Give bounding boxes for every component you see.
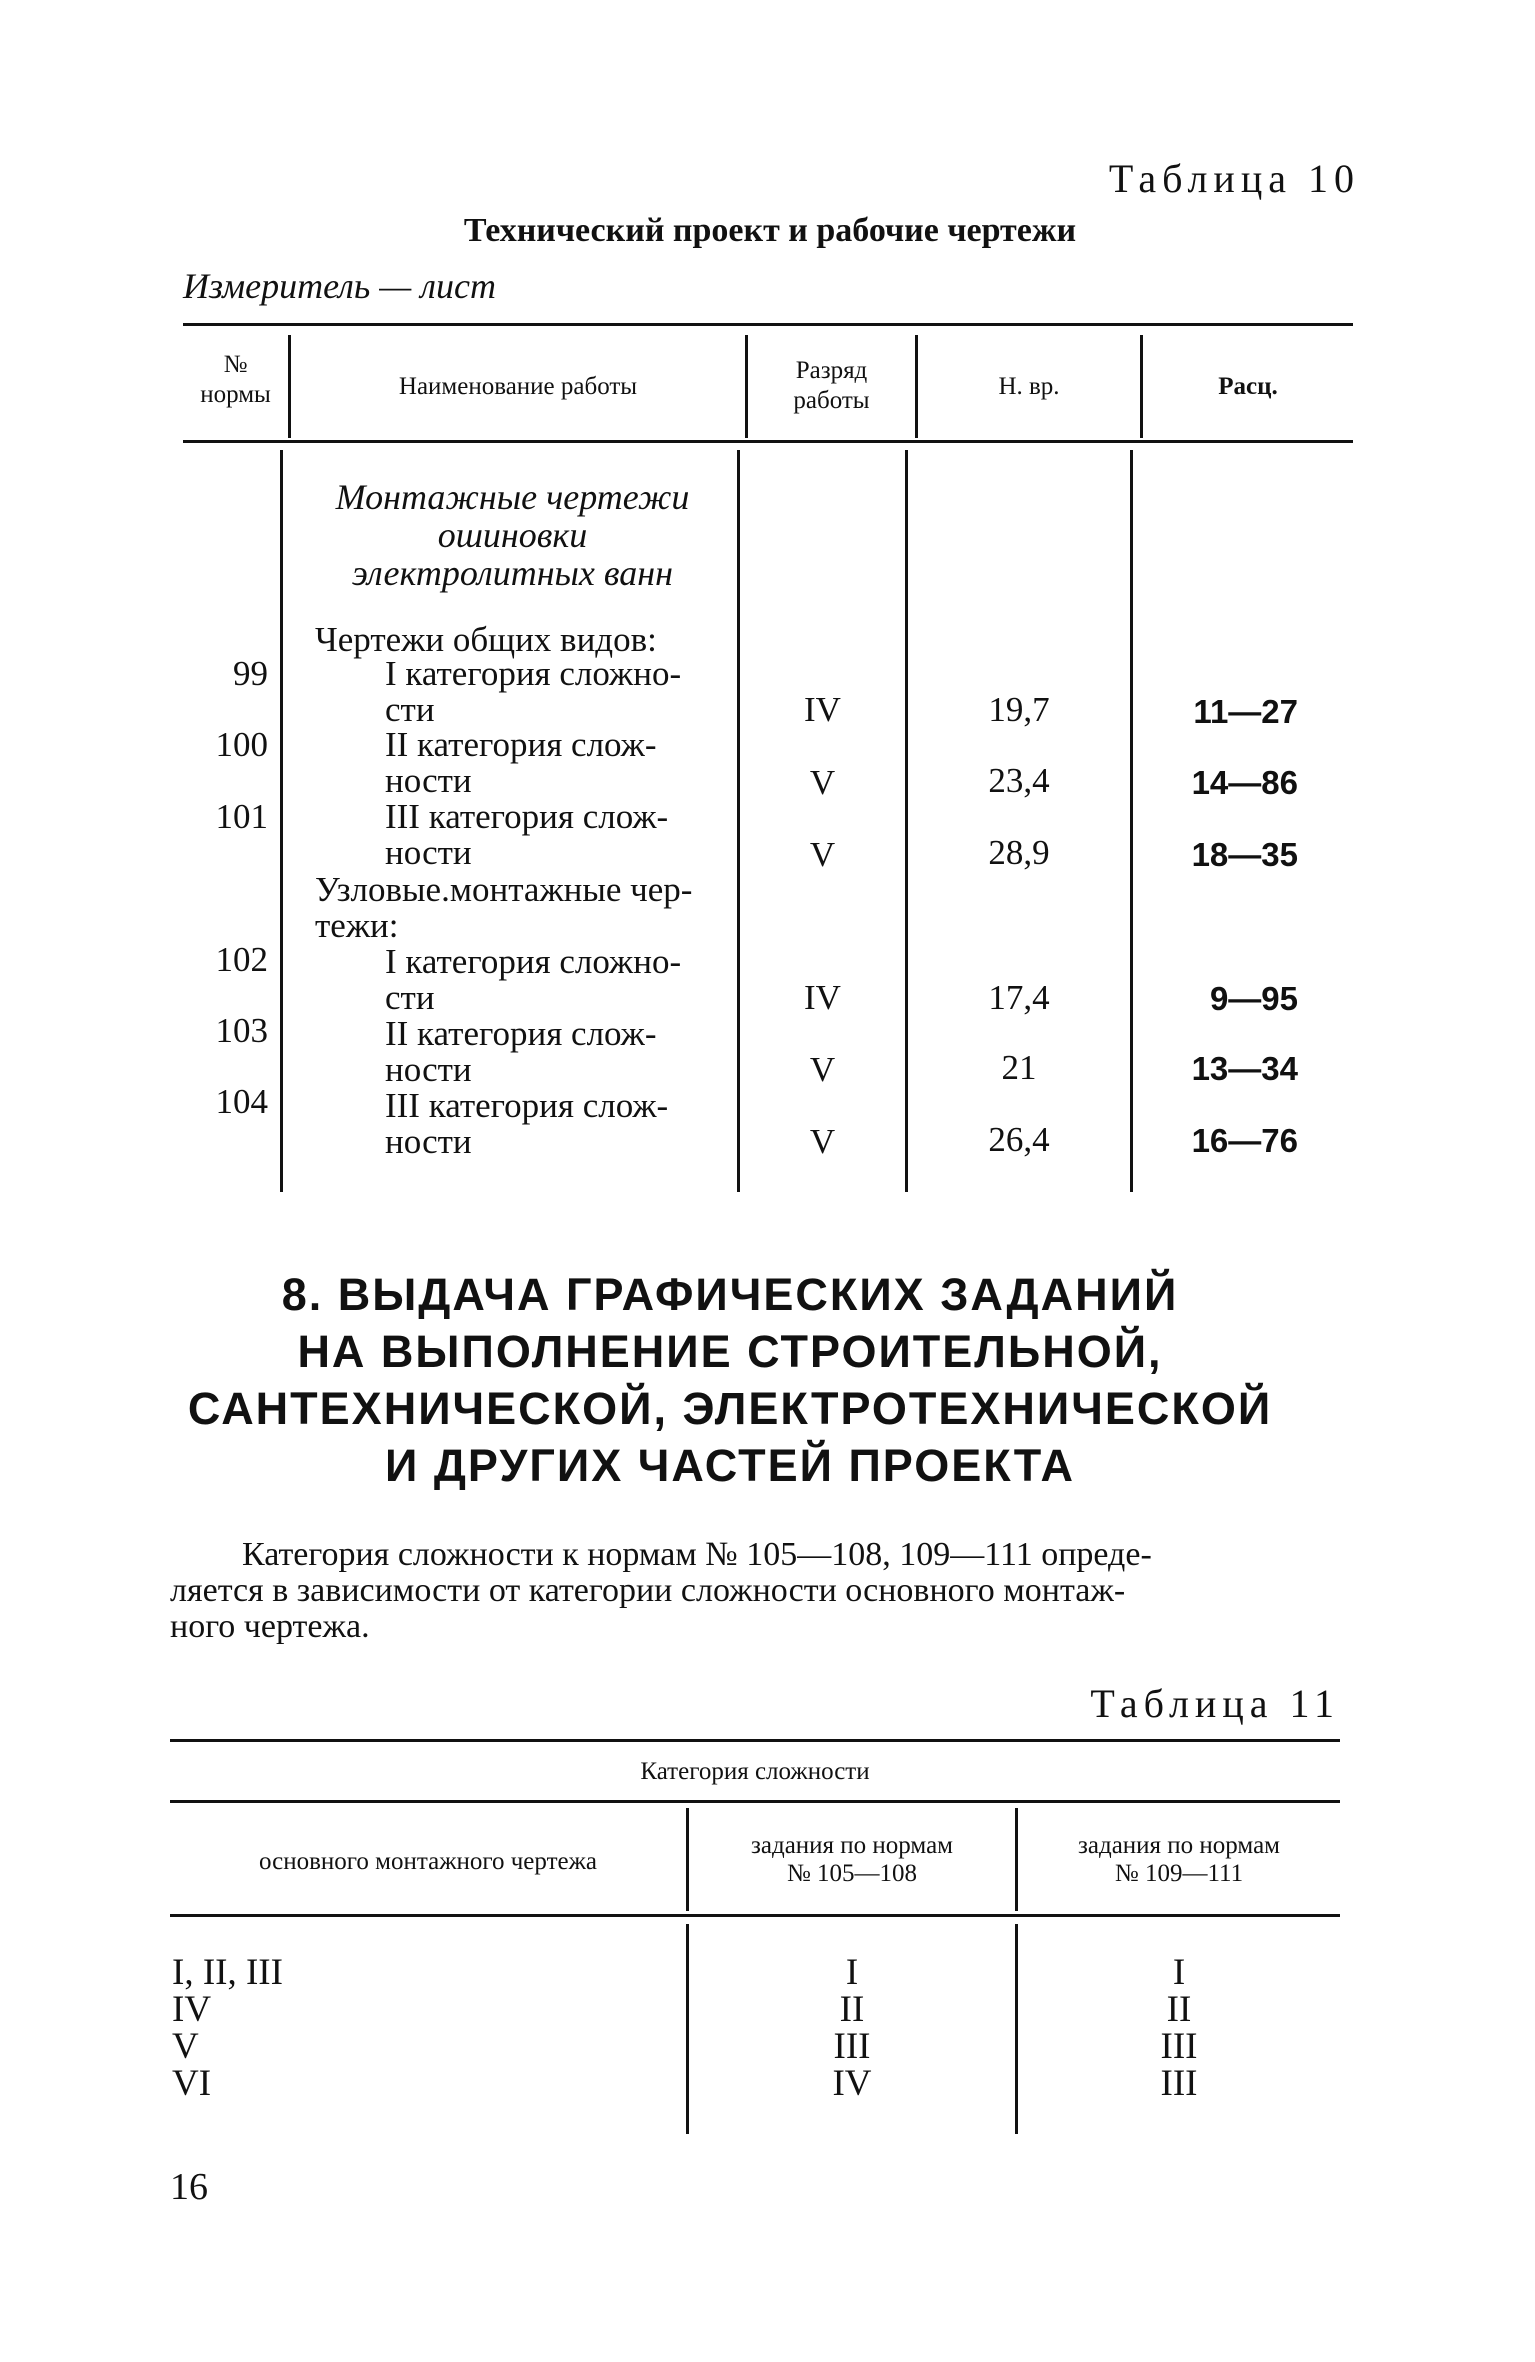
table11-group-header: Категория сложности bbox=[640, 1758, 870, 1785]
table10-unit: Измеритель — лист bbox=[183, 266, 496, 306]
row-a: II bbox=[839, 1989, 865, 2030]
table10-group-title: Чертежи общих видов: bbox=[315, 620, 657, 659]
row-time: 21 bbox=[1001, 1048, 1037, 1087]
row-base: V bbox=[172, 2026, 199, 2067]
table10-header-name: Наименование работы bbox=[398, 373, 638, 400]
table11-header-a: задания по нормам № 105—108 bbox=[751, 1832, 953, 1887]
table10-header-num: № нормы bbox=[200, 351, 271, 408]
table10-header-price: Расц. bbox=[1218, 373, 1278, 400]
row-b: I bbox=[1172, 1952, 1186, 1993]
row-name-line: III категория слож- bbox=[385, 1086, 669, 1125]
row-name-line: ности bbox=[385, 1050, 472, 1089]
table11-mid-rule bbox=[170, 1800, 1340, 1803]
row-grade: IV bbox=[804, 690, 841, 729]
table11-caption: Таблица 11 bbox=[1090, 1681, 1340, 1726]
table10-top-rule bbox=[183, 323, 1353, 326]
row-name-line: I категория сложно- bbox=[385, 942, 682, 981]
table10-title: Технический проект и рабочие чертежи bbox=[463, 212, 1077, 249]
row-name-line: ности bbox=[385, 761, 472, 800]
table11-header-base: основного монтажного чертежа bbox=[259, 1848, 597, 1875]
row-a: I bbox=[845, 1952, 859, 1993]
table10-group-title: тежи: bbox=[315, 906, 399, 945]
row-time: 23,4 bbox=[988, 761, 1050, 800]
row-time: 19,7 bbox=[988, 690, 1050, 729]
row-a: IV bbox=[832, 2063, 872, 2104]
row-name-line: сти bbox=[385, 690, 435, 729]
row-grade: V bbox=[809, 1122, 836, 1161]
row-number: 103 bbox=[215, 1011, 268, 1050]
row-name-line: II категория слож- bbox=[385, 1014, 657, 1053]
row-number: 100 bbox=[215, 725, 268, 764]
row-a: III bbox=[833, 2026, 871, 2067]
row-b: II bbox=[1166, 1989, 1192, 2030]
table10-section-title: Монтажные чертежи ошиновки электролитных ванн bbox=[335, 477, 690, 593]
table11-header-rule bbox=[170, 1914, 1340, 1917]
row-grade: V bbox=[809, 763, 836, 802]
row-price: 9—95 bbox=[1209, 980, 1298, 1017]
row-price: 18—35 bbox=[1191, 836, 1298, 873]
row-b: III bbox=[1160, 2026, 1198, 2067]
section-heading: 8. ВЫДАЧА ГРАФИЧЕСКИХ ЗАДАНИЙ НА ВЫПОЛНЕНИЕ СТРОИТЕЛЬНОЙ, САНТЕХНИЧЕСКОЙ, ЭЛЕКТРОТЕХНИЧЕСКОЙ И ДРУГИХ ЧАСТЕЙ ПРОЕКТА bbox=[187, 1269, 1273, 1491]
row-name-line: I категория сложно- bbox=[385, 654, 682, 693]
row-price: 14—86 bbox=[1191, 764, 1298, 801]
row-name-line: сти bbox=[385, 978, 435, 1017]
row-number: 101 bbox=[215, 797, 268, 836]
table10-caption: Таблица 10 bbox=[1108, 156, 1360, 201]
row-name-line: II категория слож- bbox=[385, 725, 657, 764]
table10-body-divider bbox=[280, 450, 283, 1192]
row-time: 17,4 bbox=[988, 978, 1050, 1017]
row-grade: V bbox=[809, 1050, 836, 1089]
section-paragraph: Категория сложности к нормам № 105—108, 109—111 опреде- ляется в зависимости от категории сложности основного монтаж- ного чертежа. bbox=[170, 1536, 1152, 1645]
row-grade: V bbox=[809, 835, 836, 874]
table10-header-time: Н. вр. bbox=[998, 373, 1060, 400]
page-number: 16 bbox=[170, 2166, 208, 2208]
row-time: 26,4 bbox=[988, 1120, 1050, 1159]
row-name-line: ности bbox=[385, 833, 472, 872]
row-price: 13—34 bbox=[1191, 1050, 1298, 1087]
table11-header-b: задания по нормам № 109—111 bbox=[1078, 1832, 1280, 1887]
row-b: III bbox=[1160, 2063, 1198, 2104]
table10-header-grade: Разряд работы bbox=[793, 357, 870, 414]
row-name-line: III категория слож- bbox=[385, 797, 669, 836]
row-number: 102 bbox=[215, 940, 268, 979]
row-number: 99 bbox=[233, 654, 268, 693]
row-price: 11—27 bbox=[1193, 693, 1298, 730]
row-name-line: ности bbox=[385, 1122, 472, 1161]
row-grade: IV bbox=[804, 978, 841, 1017]
row-base: IV bbox=[172, 1989, 212, 2030]
row-base: I, II, III bbox=[172, 1952, 283, 1993]
row-base: VI bbox=[172, 2063, 212, 2104]
row-price: 16—76 bbox=[1191, 1122, 1298, 1159]
table10-group-title: Узловые.монтажные чер- bbox=[315, 870, 693, 909]
table11-top-rule bbox=[170, 1739, 1340, 1742]
row-time: 28,9 bbox=[988, 833, 1050, 872]
row-number: 104 bbox=[215, 1082, 268, 1121]
table10-header-rule bbox=[183, 440, 1353, 443]
